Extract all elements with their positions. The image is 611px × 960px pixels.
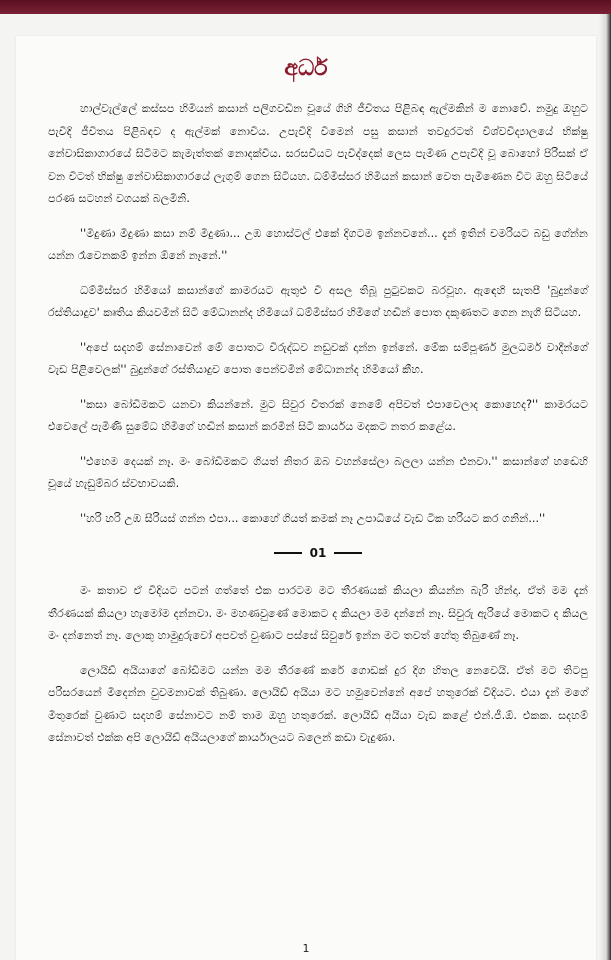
section-divider bbox=[48, 542, 588, 566]
page-number: 1 bbox=[302, 942, 310, 955]
document-body bbox=[48, 98, 588, 762]
divider-line-right bbox=[334, 552, 362, 554]
paragraph: ''හරි හරි උඹ සීරියස් ගන්න එපා... කොහේ ගියත් කමක් නෑ උපාධියේ වැඩ ටික හරියට කර ගනින්...'' bbox=[80, 511, 546, 525]
page-sheet bbox=[16, 36, 596, 960]
divider-line-left bbox=[274, 552, 302, 554]
chapter-title: අර්ධ bbox=[284, 56, 328, 81]
paragraph: ''මිදුණා මිදුණා කසා නම් මිදුණා... උඹ හොස්ටල් එකේ දිගටම ඉන්නවනේ... දැන් ඉතින් චමරියට බඩු ගේන්න යන්න රෑවෙනකම් ඉන්න ඕනේ නෑනේ.'' bbox=[48, 226, 588, 262]
paragraph: ''කසා බෝඩිමකට යනවා කියන්නේ. මුට සිවුර විතරක් නෙමේ අපිවත් එපාවෙලාද කොහෙද?'' කාමරයට එවෙලේ පැමිණි සුමේධ හිමිගේ හඬින් කසාන් කරමින් සිටි කාර්යය මදකට නතර කළේය. bbox=[48, 397, 588, 433]
section-number: 01 bbox=[309, 546, 327, 560]
document-page bbox=[0, 14, 611, 960]
paragraph: ලොයිඩ් අයියාගේ බෝඩිමට යන්න මම තීරණේ කරේ ගොඩක් දුර දිග හිතල නෙවෙයි. ඒත් මට තිටපු පරිසරයෙන් මිදෙන්න වුවමනාවක් තිබුණා. ලොයිඩ් අයියා මට හමුවෙන්නේ අපේ හතුරෙක් විදියට. එයා දැන් මගේ මිතුරෙක් වුණාට සදහම් සේනාවට නම් තාම ඔහු හතුරෙක්. ලොයිඩ් අයියා වැඩ කළේ එන්.ජී.ඕ. එකක. සදහම් සේනාවත් එක්ක අපි ලොයිඩ් අයියලාගේ කාර්යාලයට බලෙන් කඩා වැදුණා. bbox=[48, 663, 588, 744]
page-right-edge bbox=[599, 14, 611, 960]
paragraph: ''අපේ සදහම් සේනාවෙන් මේ පොතට විරුද්ධව නඩුවක් දාන්න ඉන්නේ. මේක සම්පූර්ණ මුලධර්ම වාදීන්ගේ වැඩ පිළිවෙලක්'' බුදුන්ගේ රස්තියාදුව පොත පෙන්වමින් මේධානන්ද හිමියෝ කීහ. bbox=[48, 340, 588, 376]
paragraph: ධම්මිස්සර හිමියෝ කසාන්ගේ කාමරයට ඇතුළු වී අසල තිබූ පුටුවකට බරවූහ. ඇඳෙහි සැතපී 'බුදුන්ගේ රස්තියාදුව' කෘතිය කියවමින් සිටි මේධානන්ද හිමියෝ ධම්මිස්සර හිමිගේ හඬින් පොත දකුණතට ගෙන නැගී සිටියහ. bbox=[48, 283, 588, 319]
paragraph: ''එහෙම දෙයක් නෑ. මං බෝඩිමකට ගියත් නිතර ඔබ වහන්සේලා බලලා යන්න එනවා.'' කසාන්ගේ හඬෙහි චූයේ හැඩුම්බර ස්වභාවයකි. bbox=[48, 454, 588, 490]
top-border-bar bbox=[0, 0, 611, 14]
paragraph: හාල්වැල්ලේ කස්සප හිමියන් කසාන් පලිගවඩින චූයේ ගිහි ජීවිතය පිළිබඳ ඇල්මකින් ම නොවේ. නමුදු ඔහුට පැවිදි ජීවිතය පිළිබඳව ද ඇල්මක් නොවීය. උපැවිදි වීමෙන් පසු කසාන් තවදුරටත් විශ්වවිද්‍යාලයේ භික්ෂු නේවාසිකාගාරයේ සිටීමට කැමැත්තක් නොදක්වීය. සරසවියට පැවිද්දෙක් ලෙස පැමිණ උපැවිදි වූ බොහෝ පිරිසක් ඒ වන විටත් භික්ෂු නේවාසිකාගාරයේ ලැගුම් ගෙන සිටියහ. ධම්මිස්සර හිමියන් කසාන් වෙත පැමිණෙන විට ඔහු සිටියේ පරණ සටහන් වගයක් බලමිනි. bbox=[48, 102, 588, 205]
paragraph: මං කතාව ඒ විදියට පටන් ගත්තේ එක පාරටම මට තීරණයක් කියලා කියන්න බැරි හින්දා. ඒත් මම දැන් තීරණයක් කියලා හැමෝම දන්නවා. මං මහණවුණේ මොකට ද කියලා මම දන්නේ නෑ. සිවුරු ඇරියේ මොකට ද කියල මං දන්නෙත් නෑ. ලොකු හාමුදුරුවෝ අපවත් වුණාට පස්සේ සිවුරේ ඉන්න මට තවත් හේතු තිබුණේ නෑ. bbox=[48, 584, 588, 642]
